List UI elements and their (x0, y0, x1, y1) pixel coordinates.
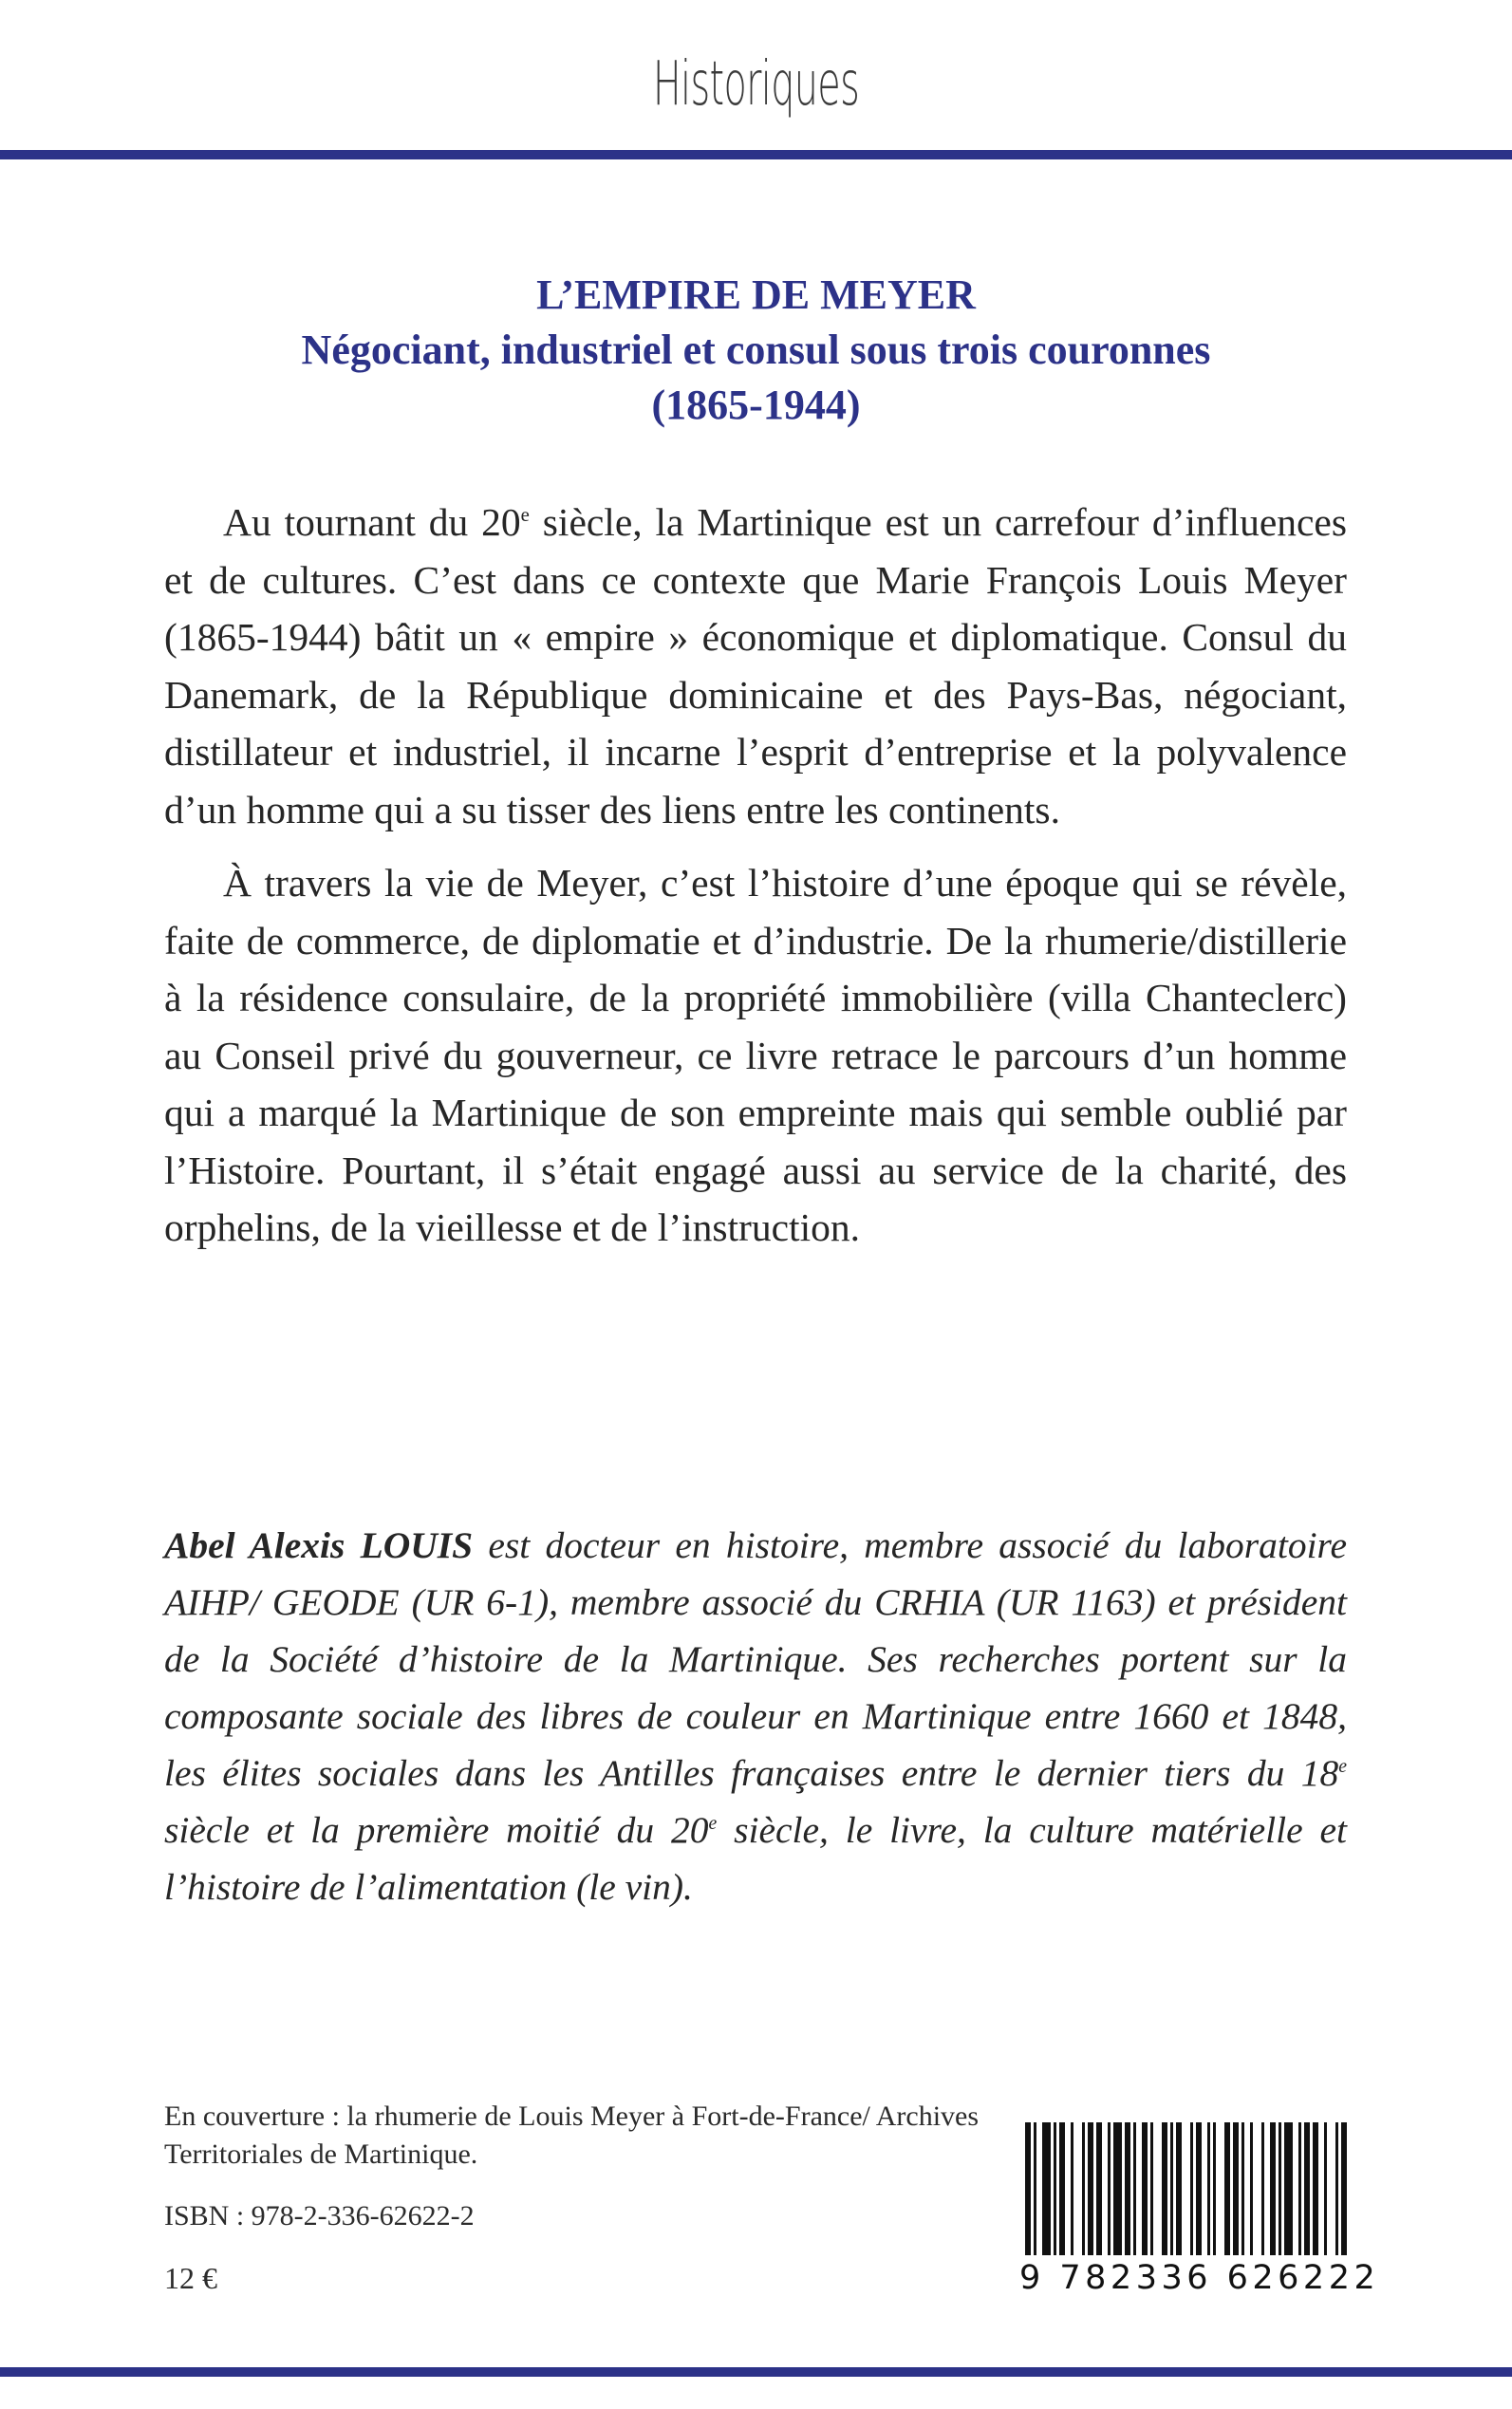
price: 12 € (164, 2261, 217, 2295)
author-bio (164, 1517, 1347, 1915)
summary-paragraph-1 (164, 494, 1347, 838)
top-rule (0, 150, 1512, 159)
p1-sup: e (520, 505, 530, 527)
book-title: L’EMPIRE DE MEYER (536, 271, 976, 318)
series-name: Historiques (652, 49, 860, 120)
summary-text (164, 494, 1347, 1273)
author-sup-2: e (708, 1812, 718, 1834)
bottom-rule (0, 2367, 1512, 2377)
isbn: ISBN : 978-2-336-62622-2 (164, 2200, 475, 2232)
summary-paragraph-2: À travers la vie de Meyer, c’est l’histoire d’une époque qui se révèle, faite de commerce, de diplomatie et d’industrie. De la rhumerie/distillerie à la résidence consulaire, de la propriété immobilière (villa Chanteclerc) au Conseil privé du gouverneur, ce livre retrace le parcours d’un homme qui a marqué la Martinique de son empreinte mais qui semble oublié par l’Histoire. Pourtant, il s’était engagé aussi au service de la charité, des orphelins, de la vieillesse et de l’instruction. (164, 861, 1347, 1249)
p1-text-a: Au tournant du 20 (223, 500, 521, 544)
book-subtitle: Négociant, industriel et consul sous trois couronnes (301, 327, 1211, 373)
barcode-digits: 9 782336 626222 (1019, 2259, 1380, 2297)
author-bio-a: est docteur en histoire, membre associé du laboratoire AIHP/ GEODE (UR 6-1), membre associé du CRHIA (UR 1163) et président de la Société d’histoire de la Martinique. Ses recherches portent sur la composante sociale des libres de couleur en Martinique entre 1660 et 1848, les élites sociales dans les Antilles françaises entre le dernier tiers du 18 (164, 1524, 1347, 1794)
author-bio-c: siècle, le livre, la culture matérielle et l’histoire de l’alimentation (le vin). (164, 1809, 1347, 1908)
barcode-icon (1025, 2122, 1350, 2255)
p1-text-b: siècle, la Martinique est un carrefour d’influences et de cultures. C’est dans ce contexte que Marie François Louis Meyer (1865-1944) bâtit un « empire » économique et diplomatique. Consul du Danemark, de la République dominicaine et des Pays-Bas, négociant, distillateur et industriel, il incarne l’esprit d’entreprise et la polyvalence d’un homme qui a su tisser des liens entre les continents. (164, 500, 1347, 831)
author-sup-1: e (1338, 1755, 1347, 1777)
title-block (0, 268, 1512, 433)
cover-credit: En couverture : la rhumerie de Louis Meyer à Fort-de-France/ Archives Territoriales de Martinique. (164, 2101, 980, 2170)
book-dates: (1865-1944) (651, 382, 861, 428)
author-name: Abel Alexis LOUIS (164, 1524, 474, 1566)
author-bio-b: siècle et la première moitié du 20 (164, 1809, 709, 1851)
